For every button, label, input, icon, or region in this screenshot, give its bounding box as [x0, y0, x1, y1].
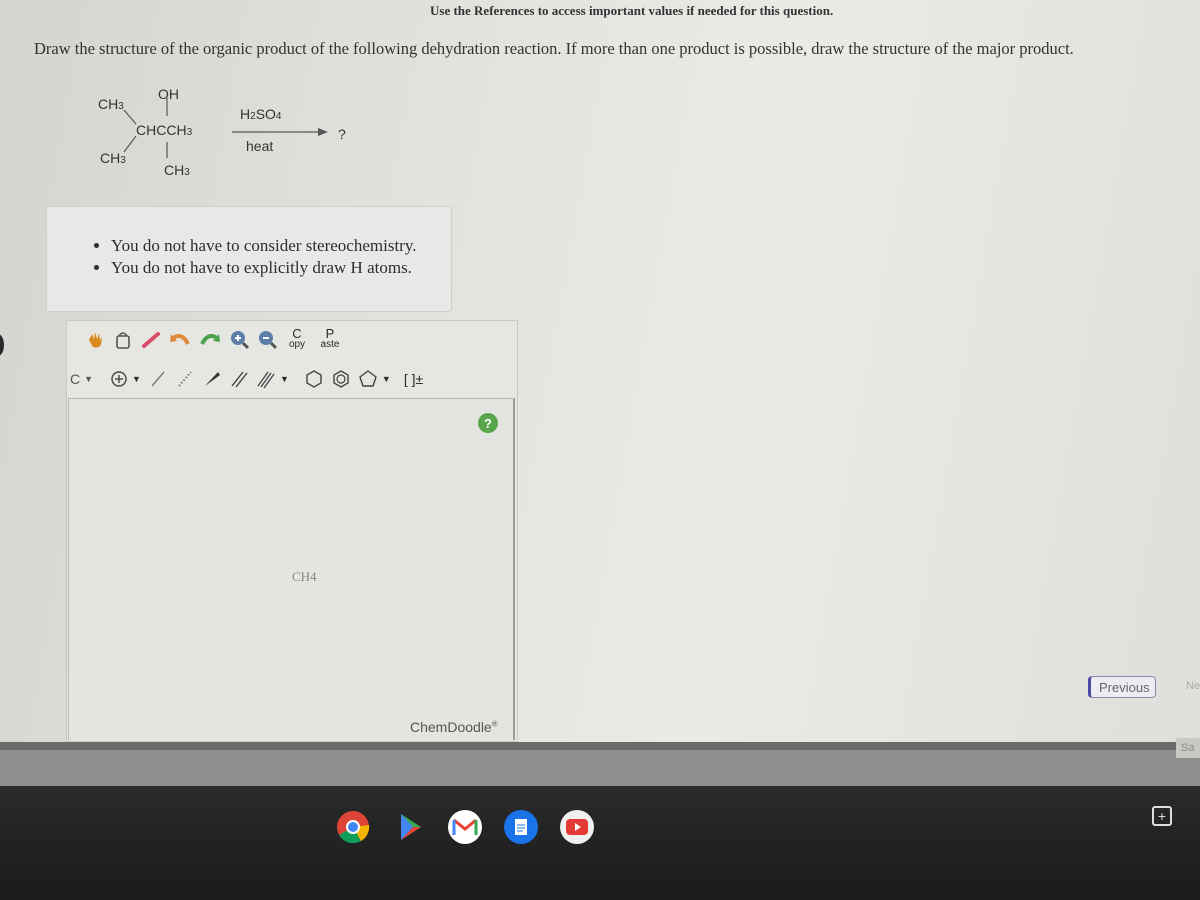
- copy-button[interactable]: C opy: [288, 326, 306, 350]
- product-placeholder: ?: [338, 126, 346, 142]
- cyclopentane-dropdown[interactable]: ▼: [358, 369, 391, 389]
- double-bond-icon[interactable]: [229, 369, 249, 389]
- screen-capture-icon[interactable]: +: [1152, 806, 1172, 826]
- pencil-icon[interactable]: [140, 328, 162, 350]
- hint-item: • You do not have to explicitly draw H atoms.: [111, 257, 451, 279]
- oh-group: OH: [158, 86, 179, 102]
- single-bond-icon[interactable]: [148, 369, 168, 389]
- previous-button[interactable]: Previous: [1088, 676, 1156, 698]
- redo-icon[interactable]: [198, 328, 222, 350]
- cyclohexane-icon[interactable]: [304, 369, 324, 389]
- save-button[interactable]: Sa: [1176, 738, 1200, 758]
- hashed-bond-icon[interactable]: [175, 369, 195, 389]
- help-icon[interactable]: ?: [478, 413, 498, 433]
- charge-plus-icon[interactable]: ▼: [110, 370, 141, 388]
- youtube-icon[interactable]: [560, 810, 594, 844]
- play-store-icon[interactable]: [392, 810, 426, 844]
- screen-bottom-strip: [0, 750, 1200, 786]
- reaction-condition: heat: [246, 138, 274, 154]
- docs-icon[interactable]: [504, 810, 538, 844]
- methyl-bottom-left: CH3: [100, 150, 126, 166]
- editor-toolbar-top: [84, 322, 344, 356]
- reagent-sulfuric-acid: H2SO4: [240, 106, 282, 122]
- gmail-icon[interactable]: [448, 810, 482, 844]
- screen-edge-shadow: [0, 334, 4, 356]
- reaction-scheme: [80, 80, 400, 190]
- zoom-in-icon[interactable]: [228, 328, 250, 350]
- methyl-top-left: CH3: [98, 96, 124, 112]
- chemdoodle-brand: ChemDoodle®: [410, 719, 498, 735]
- eraser-icon[interactable]: [112, 328, 134, 350]
- screen-bezel-edge: [0, 742, 1200, 750]
- hint-item: • You do not have to consider stereochemistry.: [111, 235, 451, 257]
- hand-tool-icon[interactable]: [84, 328, 106, 350]
- zoom-out-icon[interactable]: [256, 328, 278, 350]
- wedge-bond-icon[interactable]: [202, 369, 222, 389]
- canvas-molecule-label: CH4: [292, 569, 317, 584]
- references-notice: Use the References to access important values if needed for this question.: [430, 3, 834, 18]
- question-prompt: Draw the structure of the organic product of the following dehydration reaction. If more than one product is possible, draw the structure of the major product.: [34, 39, 1074, 58]
- hints-box: [46, 206, 452, 312]
- undo-icon[interactable]: [168, 328, 192, 350]
- triple-bond-dropdown[interactable]: ▼: [256, 369, 289, 389]
- charge-bracket-button[interactable]: [ ]±: [403, 371, 424, 387]
- taskbar-shelf: [0, 786, 1200, 900]
- app-dock: [336, 810, 594, 844]
- next-button[interactable]: Ne: [1186, 680, 1200, 692]
- atom-select-dropdown[interactable]: C ▼: [70, 371, 94, 387]
- reaction-bonds: [80, 80, 400, 190]
- central-carbon-chain: CHCCH3: [136, 122, 193, 138]
- editor-toolbar-bottom: [70, 364, 423, 394]
- methyl-bottom: CH3: [164, 162, 190, 178]
- benzene-icon[interactable]: [331, 369, 351, 389]
- chrome-icon[interactable]: [336, 810, 370, 844]
- paste-button[interactable]: P aste: [320, 326, 340, 350]
